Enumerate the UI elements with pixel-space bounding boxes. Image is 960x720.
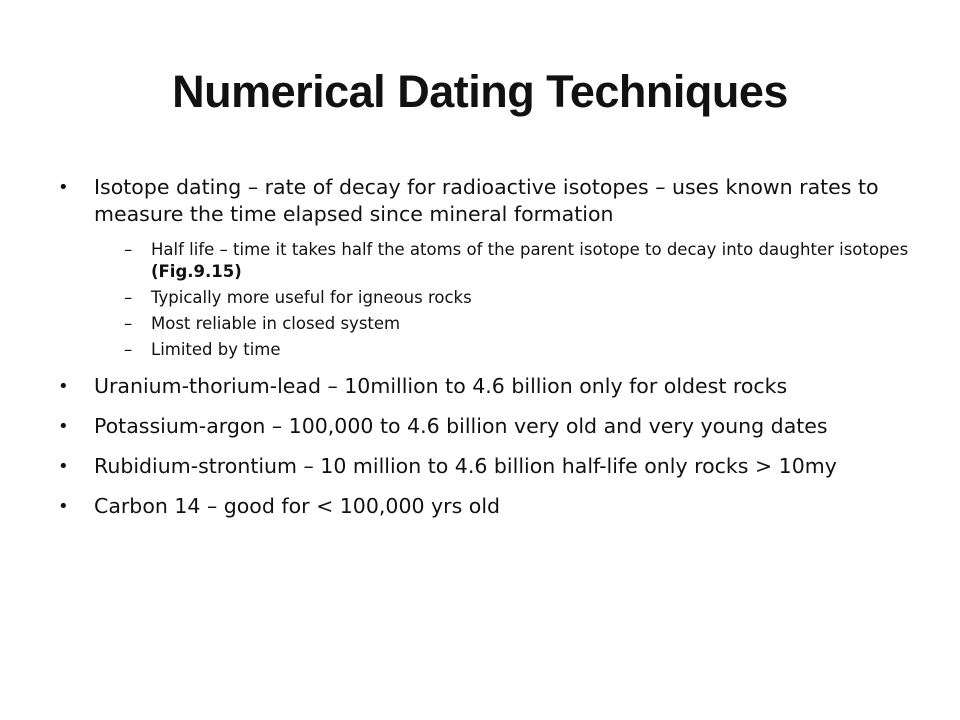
sub-bullet-text: Limited by time	[151, 340, 281, 359]
bullet-uranium-thorium-lead	[58, 373, 918, 400]
dash-marker: –	[124, 314, 133, 333]
bullet-marker: •	[58, 177, 69, 198]
bullet-marker: •	[58, 376, 69, 397]
dash-marker: –	[124, 340, 133, 359]
bullet-text: Potassium-argon – 100,000 to 4.6 billion very old and very young dates	[94, 414, 828, 438]
sub-bullet-text: Half life – time it takes half the atoms of the parent isotope to decay into daughter isotopes	[151, 240, 909, 259]
bullet-text: Carbon 14 – good for < 100,000 yrs old	[94, 494, 501, 518]
dash-marker: –	[124, 240, 133, 259]
dash-marker: –	[124, 288, 133, 307]
bullet-carbon-14	[58, 493, 918, 520]
slide-body	[58, 174, 918, 533]
sub-bullet-text: Typically more useful for igneous rocks	[151, 288, 472, 307]
bullet-rubidium-strontium	[58, 453, 918, 480]
sub-bullet-closed-system	[124, 313, 918, 335]
bullet-marker: •	[58, 456, 69, 477]
figure-reference: (Fig.9.15)	[151, 262, 242, 281]
sub-bullet-list	[58, 239, 918, 361]
bullet-marker: •	[58, 416, 69, 437]
slide-title: Numerical Dating Techniques	[172, 66, 788, 117]
sub-bullet-text: Most reliable in closed system	[151, 314, 401, 333]
sub-bullet-limited-time	[124, 339, 918, 361]
bullet-marker: •	[58, 496, 69, 517]
bullet-text: Uranium-thorium-lead – 10million to 4.6 billion only for oldest rocks	[94, 374, 788, 398]
bullet-text: Isotope dating – rate of decay for radioactive isotopes – uses known rates to measure the time elapsed since mineral formation	[94, 175, 879, 226]
bullet-text: Rubidium-strontium – 10 million to 4.6 billion half-life only rocks > 10my	[94, 454, 837, 478]
sub-bullet-igneous	[124, 287, 918, 309]
bullet-potassium-argon	[58, 413, 918, 440]
bullet-isotope-dating	[58, 174, 918, 228]
sub-bullet-half-life	[124, 239, 918, 283]
